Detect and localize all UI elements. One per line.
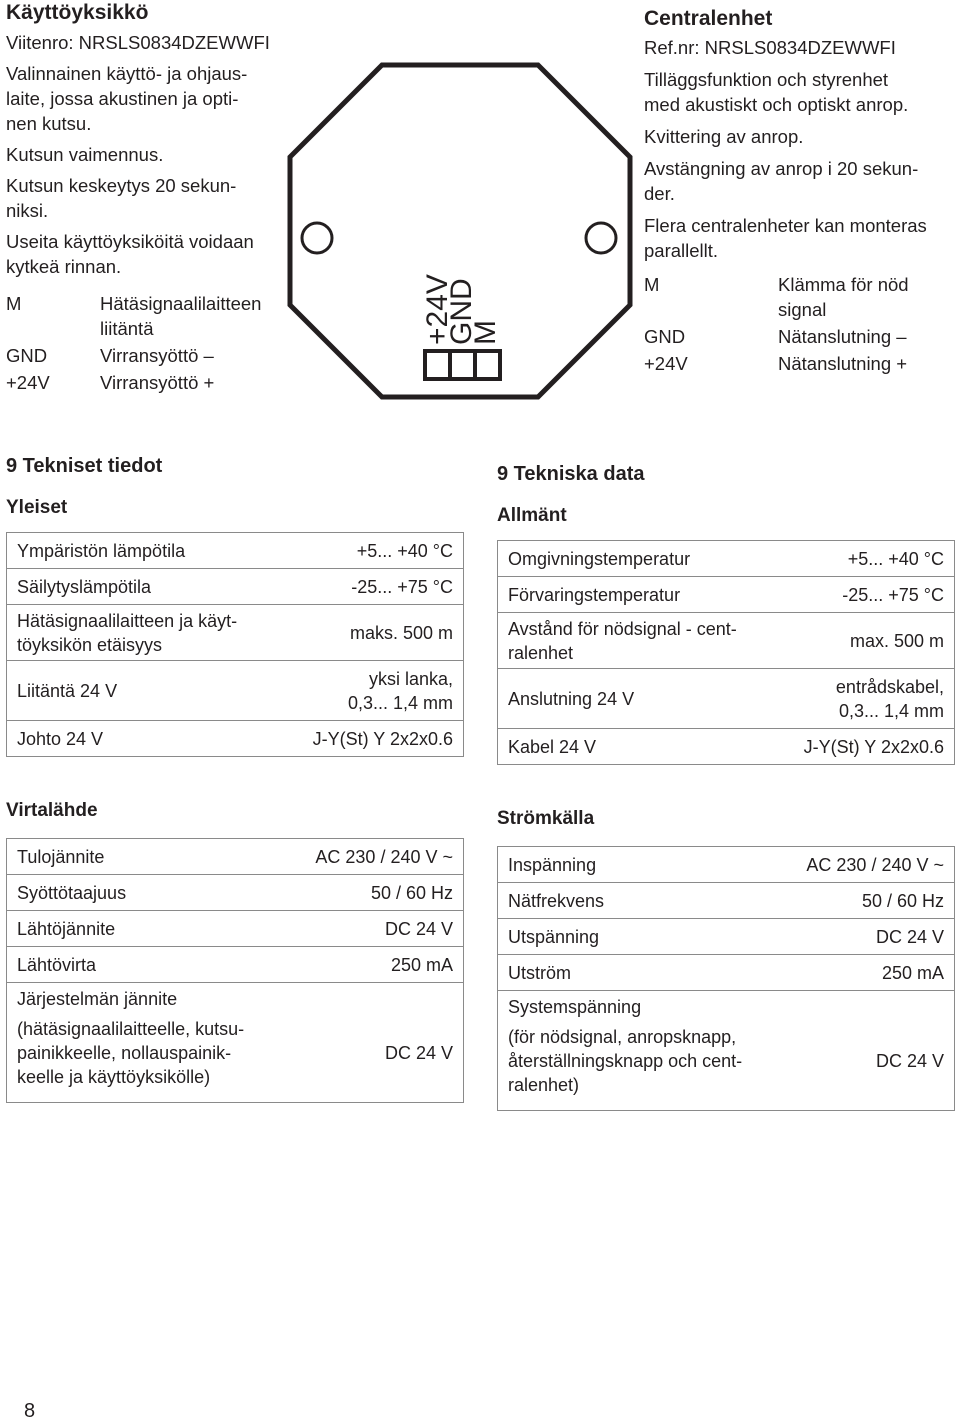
text-line: kytkeä rinnan.	[6, 256, 122, 277]
left-mounting-hole	[302, 223, 332, 253]
terminal-row: GND Virransyöttö –	[6, 345, 214, 366]
system-voltage-note: (för nödsignal, anropsknapp, återställningsknapp och cent- ralenhet)	[508, 1027, 743, 1095]
spec-value: 50 / 60 Hz	[285, 875, 463, 911]
spec-row	[7, 569, 464, 605]
spec-label: Kabel 24 V	[498, 729, 776, 765]
terminal-label-m: M	[469, 320, 502, 345]
terminal-row: +24V Nätanslutning +	[644, 353, 908, 374]
spec-row	[7, 839, 464, 875]
text-line: med akustiskt och optiskt anrop.	[644, 94, 909, 115]
spec-row	[498, 669, 955, 729]
spec-value: max. 500 m	[775, 613, 954, 669]
spec-value: +5... +40 °C	[775, 541, 954, 577]
text-line: Flera centralenheter kan monteras	[644, 215, 927, 236]
spec-label: Syöttötaajuus	[7, 875, 286, 911]
spec-row	[7, 983, 464, 1103]
spec-label: Ympäristön lämpötila	[7, 533, 281, 569]
spec-label: Utspänning	[498, 919, 780, 955]
spec-value: 50 / 60 Hz	[779, 883, 954, 919]
text-line: Avstängning av anrop i 20 sekun-	[644, 158, 919, 179]
spec-label: Omgivningstemperatur	[498, 541, 776, 577]
device-diagram	[280, 60, 640, 405]
sv-general-title: Allmänt	[497, 505, 567, 526]
text-line: Tilläggsfunktion och styrenhet	[644, 69, 889, 90]
spec-value: AC 230 / 240 V ~	[779, 847, 954, 883]
spec-value: yksi lanka, 0,3... 1,4 mm	[280, 661, 463, 721]
spec-row	[7, 721, 464, 757]
spec-value: 250 mA	[285, 947, 463, 983]
spec-label: Tulojännite	[7, 839, 286, 875]
spec-label	[7, 983, 286, 1103]
system-voltage-label: Systemspänning	[508, 997, 642, 1017]
spec-row	[498, 613, 955, 669]
text-line: Valinnainen käyttö- ja ohjaus-	[6, 63, 248, 84]
text-line: Ref.nr: NRSLS0834DZEWWFI	[644, 37, 896, 58]
spec-value: +5... +40 °C	[280, 533, 463, 569]
spec-value: 250 mA	[779, 955, 954, 991]
text-line: niksi.	[6, 200, 49, 221]
text-line: laite, jossa akustinen ja opti-	[6, 88, 239, 109]
text-line: parallellt.	[644, 240, 719, 261]
text-line: der.	[644, 183, 675, 204]
spec-row	[498, 955, 955, 991]
spec-value: -25... +75 °C	[280, 569, 463, 605]
spec-value: maks. 500 m	[280, 605, 463, 661]
spec-value: J-Y(St) Y 2x2x0.6	[775, 729, 954, 765]
fi-general-title: Yleiset	[6, 497, 68, 518]
text-line: nen kutsu.	[6, 113, 92, 134]
spec-value: -25... +75 °C	[775, 577, 954, 613]
spec-row	[7, 875, 464, 911]
spec-row	[7, 911, 464, 947]
spec-row	[7, 661, 464, 721]
spec-row	[498, 991, 955, 1111]
spec-value: DC 24 V	[779, 991, 954, 1111]
spec-row	[498, 919, 955, 955]
spec-value: J-Y(St) Y 2x2x0.6	[280, 721, 463, 757]
left-terminal-list	[6, 291, 286, 397]
system-voltage-note: (hätäsignaalilaitteelle, kutsu- painikkeelle, nollauspainik- keelle ja käyttöyksikölle)	[17, 1019, 245, 1087]
spec-label: Nätfrekvens	[498, 883, 780, 919]
sv-section-title: 9 Tekniska data	[497, 463, 645, 485]
text-line: Viitenro: NRSLS0834DZEWWFI	[6, 32, 270, 53]
terminal-label-gnd: GND	[445, 278, 478, 345]
spec-label: Anslutning 24 V	[498, 669, 776, 729]
system-voltage-label: Järjestelmän jännite	[17, 989, 178, 1009]
text-line: Kvittering av anrop.	[644, 126, 804, 147]
text-line: Kutsun keskeytys 20 sekun-	[6, 175, 237, 196]
right-unit-description	[644, 35, 927, 263]
spec-row	[498, 883, 955, 919]
spec-row	[498, 729, 955, 765]
spec-value: DC 24 V	[285, 983, 463, 1103]
text-line: Useita käyttöyksiköitä voidaan	[6, 231, 254, 252]
spec-label: Avstånd för nödsignal - cent- ralenhet	[498, 613, 776, 669]
terminal-row: M Klämma för nöd signal	[644, 274, 909, 320]
right-mounting-hole	[586, 223, 616, 253]
spec-row	[7, 947, 464, 983]
spec-label: Liitäntä 24 V	[7, 661, 281, 721]
terminal-label-24v: +24V	[421, 274, 454, 345]
terminal-row: +24V Virransyöttö +	[6, 372, 215, 393]
left-unit-title: Käyttöyksikkö	[6, 1, 149, 24]
fi-power-table	[6, 838, 464, 1103]
spec-row	[498, 577, 955, 613]
fi-general-table	[6, 532, 464, 757]
spec-row	[7, 533, 464, 569]
fi-section-title: 9 Tekniset tiedot	[6, 455, 163, 477]
spec-label: Johto 24 V	[7, 721, 281, 757]
right-terminal-list	[644, 272, 944, 378]
sv-power-table	[497, 846, 955, 1111]
page-number: 8	[24, 1400, 36, 1422]
device-outline	[290, 65, 630, 397]
right-unit-title: Centralenhet	[644, 7, 773, 30]
terminal-row: M Hätäsignaalilaitteen liitäntä	[6, 293, 262, 339]
left-unit-description	[6, 30, 270, 279]
text-line: Kutsun vaimennus.	[6, 144, 164, 165]
spec-value: DC 24 V	[779, 919, 954, 955]
spec-row	[7, 605, 464, 661]
terminal-row: GND Nätanslutning –	[644, 326, 907, 347]
sv-general-table	[497, 540, 955, 765]
spec-label: Hätäsignaalilaitteen ja käyt- töyksikön etäisyys	[7, 605, 281, 661]
spec-label: Lähtöjännite	[7, 911, 286, 947]
spec-row	[498, 847, 955, 883]
spec-label: Utström	[498, 955, 780, 991]
spec-label: Förvaringstemperatur	[498, 577, 776, 613]
fi-power-title: Virtalähde	[6, 800, 98, 821]
terminal-block	[425, 351, 500, 379]
spec-value: DC 24 V	[285, 911, 463, 947]
spec-value: entrådskabel, 0,3... 1,4 mm	[775, 669, 954, 729]
spec-row	[498, 541, 955, 577]
spec-value: AC 230 / 240 V ~	[285, 839, 463, 875]
spec-label: Säilytyslämpötila	[7, 569, 281, 605]
spec-label: Inspänning	[498, 847, 780, 883]
spec-label: Lähtövirta	[7, 947, 286, 983]
spec-label	[498, 991, 780, 1111]
sv-power-title: Strömkälla	[497, 808, 595, 829]
